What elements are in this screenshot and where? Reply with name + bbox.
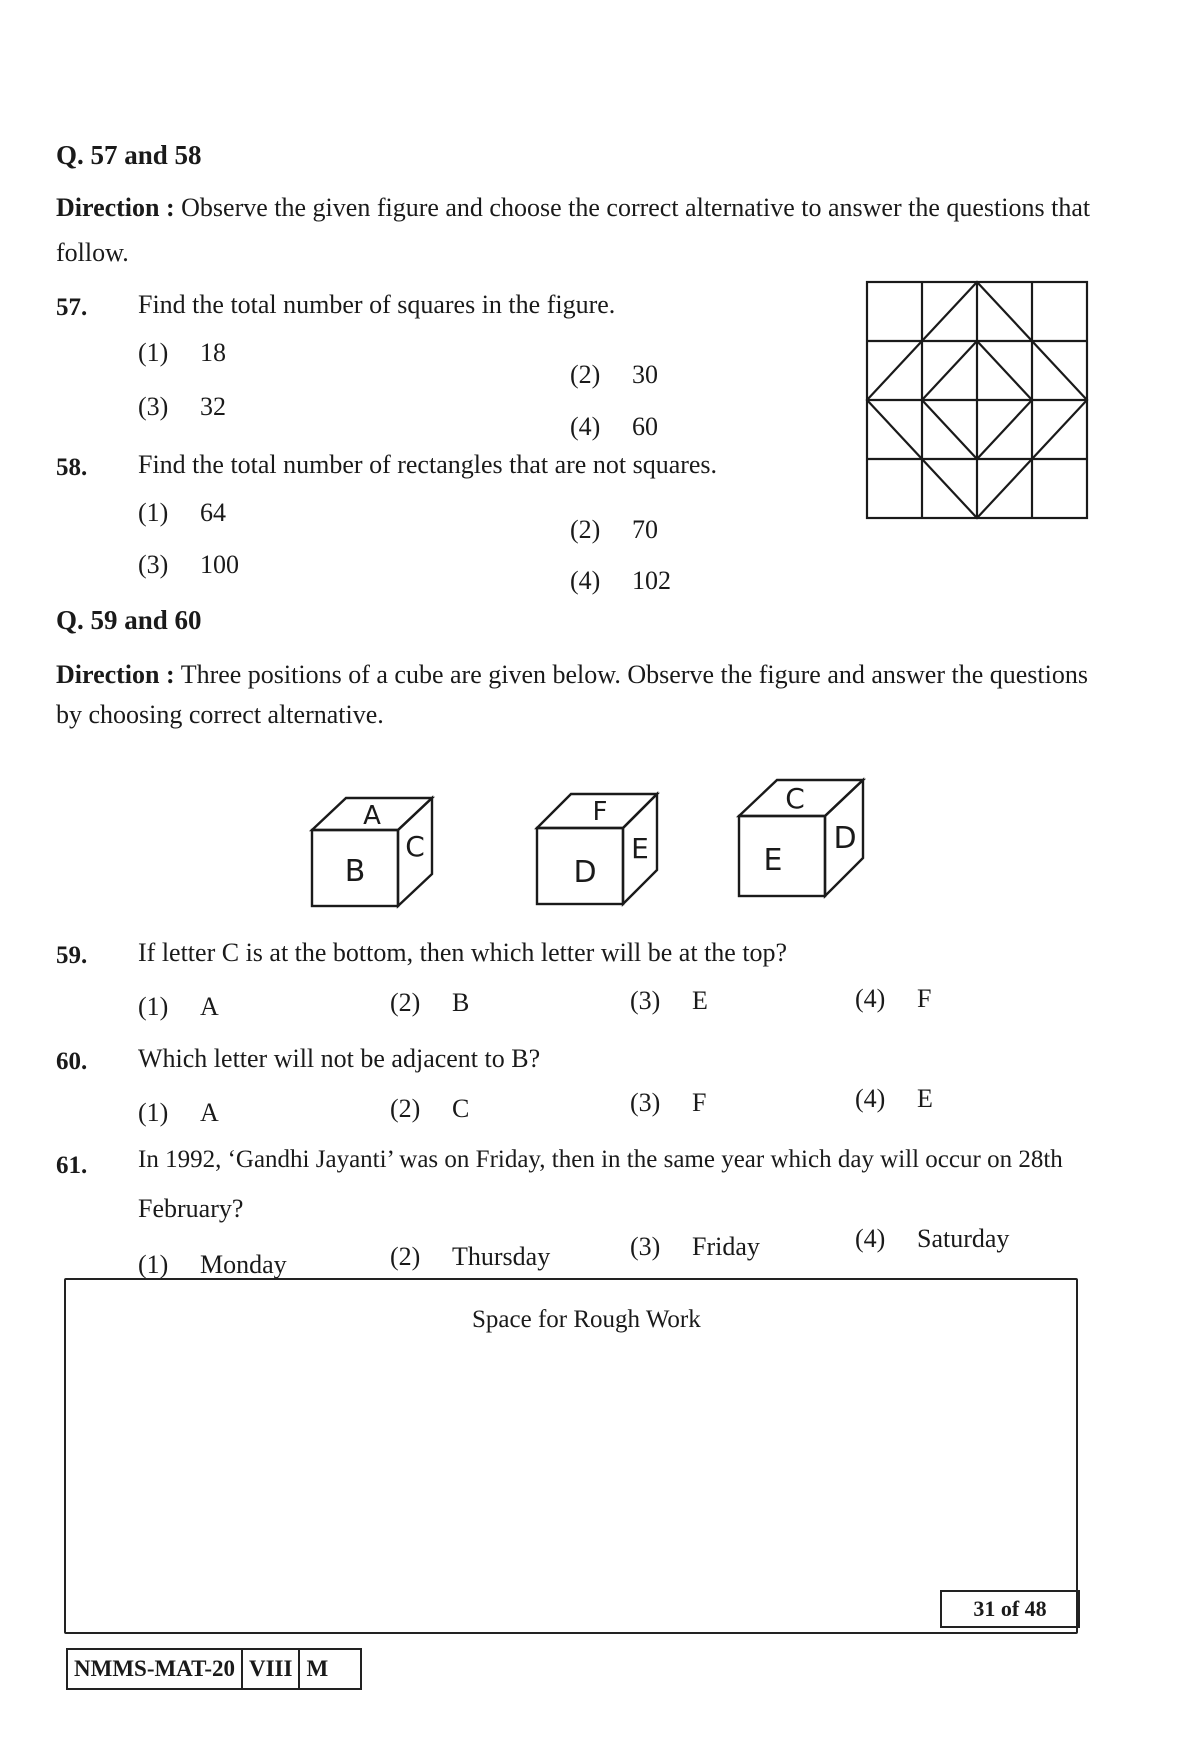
paper-code-box xyxy=(66,1648,362,1690)
option xyxy=(138,1098,219,1128)
question-text: If letter C is at the bottom, then which letter will be at the top? xyxy=(138,938,788,967)
option xyxy=(570,566,671,596)
option-value: Monday xyxy=(200,1250,287,1279)
cube-face-front: D xyxy=(573,855,597,890)
direction-text: Observe the given figure and choose the correct alternative to answer the questions that xyxy=(181,193,1091,222)
option-label: (1) xyxy=(138,498,169,527)
option-label: (1) xyxy=(138,1250,169,1279)
option xyxy=(138,338,226,368)
option-value: B xyxy=(452,988,470,1017)
option xyxy=(138,498,226,528)
option xyxy=(855,984,931,1014)
question-number: 57. xyxy=(56,294,88,321)
option-label: (4) xyxy=(855,984,886,1013)
option xyxy=(570,515,658,545)
cube-figure-3 xyxy=(735,774,867,900)
option-label: (1) xyxy=(138,992,169,1021)
option-value: A xyxy=(200,1098,219,1127)
direction-label: Direction : xyxy=(56,193,175,222)
option-value: Saturday xyxy=(917,1224,1010,1253)
question-text-line2: February? xyxy=(138,1194,244,1223)
option-label: (1) xyxy=(138,338,169,367)
option xyxy=(138,392,226,422)
cube-figure-1 xyxy=(308,790,436,910)
option-value: E xyxy=(692,986,708,1015)
cube-face-side: E xyxy=(631,832,649,865)
cube-face-top: C xyxy=(785,782,805,815)
option xyxy=(138,550,239,580)
option xyxy=(390,1242,550,1272)
direction-text-line2: follow. xyxy=(56,238,129,267)
option-label: (4) xyxy=(855,1224,886,1253)
square-grid-figure xyxy=(862,280,1092,520)
option xyxy=(138,992,219,1022)
option-value: 102 xyxy=(632,566,671,595)
option-label: (1) xyxy=(138,1098,169,1127)
cube-face-side: C xyxy=(405,830,425,863)
direction-59-60 xyxy=(56,660,1088,690)
option-value: 60 xyxy=(632,412,658,441)
option-label: (4) xyxy=(855,1084,886,1113)
option-label: (2) xyxy=(570,515,601,544)
option-value: 18 xyxy=(200,338,226,367)
option-label: (3) xyxy=(630,1088,661,1117)
option-value: C xyxy=(452,1094,470,1123)
option xyxy=(630,1088,706,1118)
question-text: In 1992, ‘Gandhi Jayanti’ was on Friday, then in the same year which day will occur on 28th xyxy=(138,1146,1063,1173)
option xyxy=(855,1224,1009,1254)
option xyxy=(390,988,469,1018)
cube-face-front: B xyxy=(344,854,366,889)
paper-class: VIII xyxy=(243,1650,300,1688)
question-number: 60. xyxy=(56,1048,88,1075)
section-heading-59-60: Q. 59 and 60 xyxy=(56,605,202,635)
option xyxy=(855,1084,933,1114)
question-number: 58. xyxy=(56,454,88,481)
option xyxy=(570,360,658,390)
option-value: Friday xyxy=(692,1232,760,1261)
option-label: (2) xyxy=(390,1242,421,1271)
option-value: F xyxy=(917,984,932,1013)
option xyxy=(390,1094,469,1124)
question-text: Find the total number of squares in the figure. xyxy=(138,290,616,319)
paper-medium: M xyxy=(306,1656,329,1681)
option-value: 70 xyxy=(632,515,658,544)
option-label: (2) xyxy=(570,360,601,389)
option-value: Thursday xyxy=(452,1242,551,1271)
option-label: (4) xyxy=(570,412,601,441)
cube-figure-2 xyxy=(533,786,661,908)
cube-face-front: E xyxy=(763,843,783,878)
direction-label: Direction : xyxy=(56,660,175,689)
option-value: 100 xyxy=(200,550,239,579)
option-value: F xyxy=(692,1088,707,1117)
option-label: (3) xyxy=(138,392,169,421)
option-label: (4) xyxy=(570,566,601,595)
section-heading-57-58: Q. 57 and 58 xyxy=(56,140,202,170)
option xyxy=(138,1250,287,1280)
option-label: (2) xyxy=(390,1094,421,1123)
question-text: Which letter will not be adjacent to B? xyxy=(138,1044,541,1073)
option-value: E xyxy=(917,1084,933,1113)
paper-code: NMMS-MAT-20 xyxy=(68,1650,243,1688)
option-label: (3) xyxy=(630,986,661,1015)
option-value: 64 xyxy=(200,498,226,527)
option xyxy=(570,412,658,442)
direction-text-line2: by choosing correct alternative. xyxy=(56,700,384,729)
option-label: (3) xyxy=(138,550,169,579)
option xyxy=(630,986,708,1016)
option-value: 32 xyxy=(200,392,226,421)
cube-face-side: D xyxy=(833,821,857,856)
option-label: (3) xyxy=(630,1232,661,1261)
option xyxy=(630,1232,760,1262)
question-number: 59. xyxy=(56,942,88,969)
cube-face-top: F xyxy=(592,797,608,827)
question-number: 61. xyxy=(56,1152,88,1179)
option-label: (2) xyxy=(390,988,421,1017)
rough-work-title: Space for Rough Work xyxy=(472,1306,701,1333)
question-text: Find the total number of rectangles that are not squares. xyxy=(138,450,718,479)
direction-57-58 xyxy=(56,193,1090,223)
page-number: 31 of 48 xyxy=(940,1590,1080,1628)
direction-text: Three positions of a cube are given below. Observe the figure and answer the questions xyxy=(180,660,1088,689)
option-value: 30 xyxy=(632,360,658,389)
cube-face-top: A xyxy=(363,801,381,831)
option-value: A xyxy=(200,992,219,1021)
